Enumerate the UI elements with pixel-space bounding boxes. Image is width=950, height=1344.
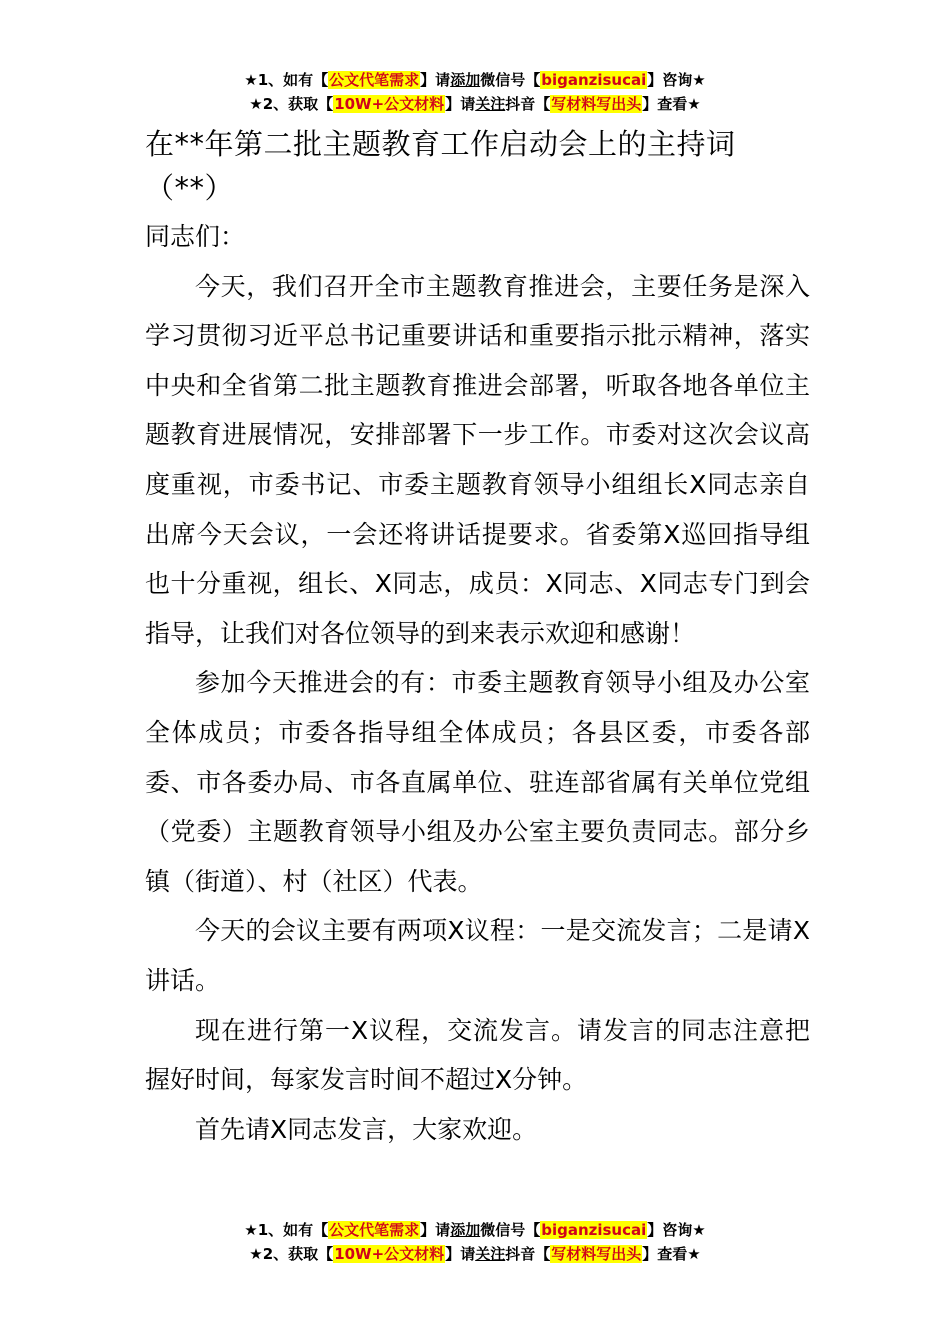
promo-emphasis: 关注: [475, 1245, 506, 1263]
promo-line-1: [0, 68, 950, 92]
promo-douyin-id: 写材料写出头: [551, 95, 642, 113]
promo-text: 】请: [420, 71, 451, 89]
promo-highlight: 10W+公文材料: [334, 1245, 445, 1263]
promo-text: 微信号【: [480, 71, 541, 89]
promo-douyin-id: 写材料写出头: [551, 1245, 642, 1263]
promo-text: 】请: [445, 95, 476, 113]
promo-text: ★2、获取【: [249, 95, 334, 113]
paragraph-agenda: 今天的会议主要有两项X议程：一是交流发言；二是请X讲话。: [145, 916, 810, 995]
promo-highlight: 公文代笔需求: [329, 1221, 420, 1239]
document-title: 在**年第二批主题教育工作启动会上的主持词（**）: [145, 127, 736, 205]
promo-wechat-id: biganzisucai: [541, 1221, 647, 1239]
promo-text: 】查看★: [642, 95, 701, 113]
promo-text: 抖音【: [505, 1245, 551, 1263]
promo-text: 微信号【: [480, 1221, 541, 1239]
promo-text: 】请: [420, 1221, 451, 1239]
promo-text: 】咨询★: [647, 1221, 706, 1239]
header-promo-banner: [0, 68, 950, 116]
paragraph-opening: 今天，我们召开全市主题教育推进会，主要任务是深入学习贯彻习近平总书记重要讲话和重要指示批示精神，落实中央和全省第二批主题教育推进会部署，听取各地各单位主题教育进展情况，安排部署下一步工作。市委对这次会议高度重视，市委书记、市委主题教育领导小组组长X同志亲自出席今天会议，一会还将讲话提要求。省委第X巡回指导组也十分重视，组长、X同志，成员：X同志、X同志专门到会指导，让我们对各位领导的到来表示欢迎和感谢！: [145, 271, 810, 648]
promo-highlight: 10W+公文材料: [334, 95, 445, 113]
promo-line-1: [0, 1218, 950, 1242]
promo-emphasis: 关注: [475, 95, 506, 113]
promo-text: ★2、获取【: [249, 1245, 334, 1263]
footer-promo-banner: [0, 1218, 950, 1266]
promo-text: 】咨询★: [647, 71, 706, 89]
promo-line-2: [0, 92, 950, 116]
promo-text: 】请: [445, 1245, 476, 1263]
promo-highlight: 公文代笔需求: [329, 71, 420, 89]
paragraph-attendees: 参加今天推进会的有：市委主题教育领导小组及办公室全体成员；市委各指导组全体成员；各县区委，市委各部委、市各委办局、市各直属单位、驻连部省属有关单位党组（党委）主题教育领导小组及办公室主要负责同志。部分乡镇（街道）、村（社区）代表。: [145, 668, 810, 896]
promo-wechat-id: biganzisucai: [541, 71, 647, 89]
salutation: 同志们：: [145, 222, 246, 251]
promo-text: ★1、如有【: [244, 71, 329, 89]
paragraph-first-item: 现在进行第一X议程，交流发言。请发言的同志注意把握好时间，每家发言时间不超过X分钟。: [145, 1015, 810, 1095]
paragraph-first-speaker: 首先请X同志发言，大家欢迎。: [195, 1114, 538, 1144]
document-body: [145, 122, 810, 1154]
promo-emphasis: 添加: [450, 71, 481, 89]
promo-text: 抖音【: [505, 95, 551, 113]
promo-text: 】查看★: [642, 1245, 701, 1263]
promo-text: ★1、如有【: [244, 1221, 329, 1239]
promo-emphasis: 添加: [450, 1221, 481, 1239]
promo-line-2: [0, 1242, 950, 1266]
